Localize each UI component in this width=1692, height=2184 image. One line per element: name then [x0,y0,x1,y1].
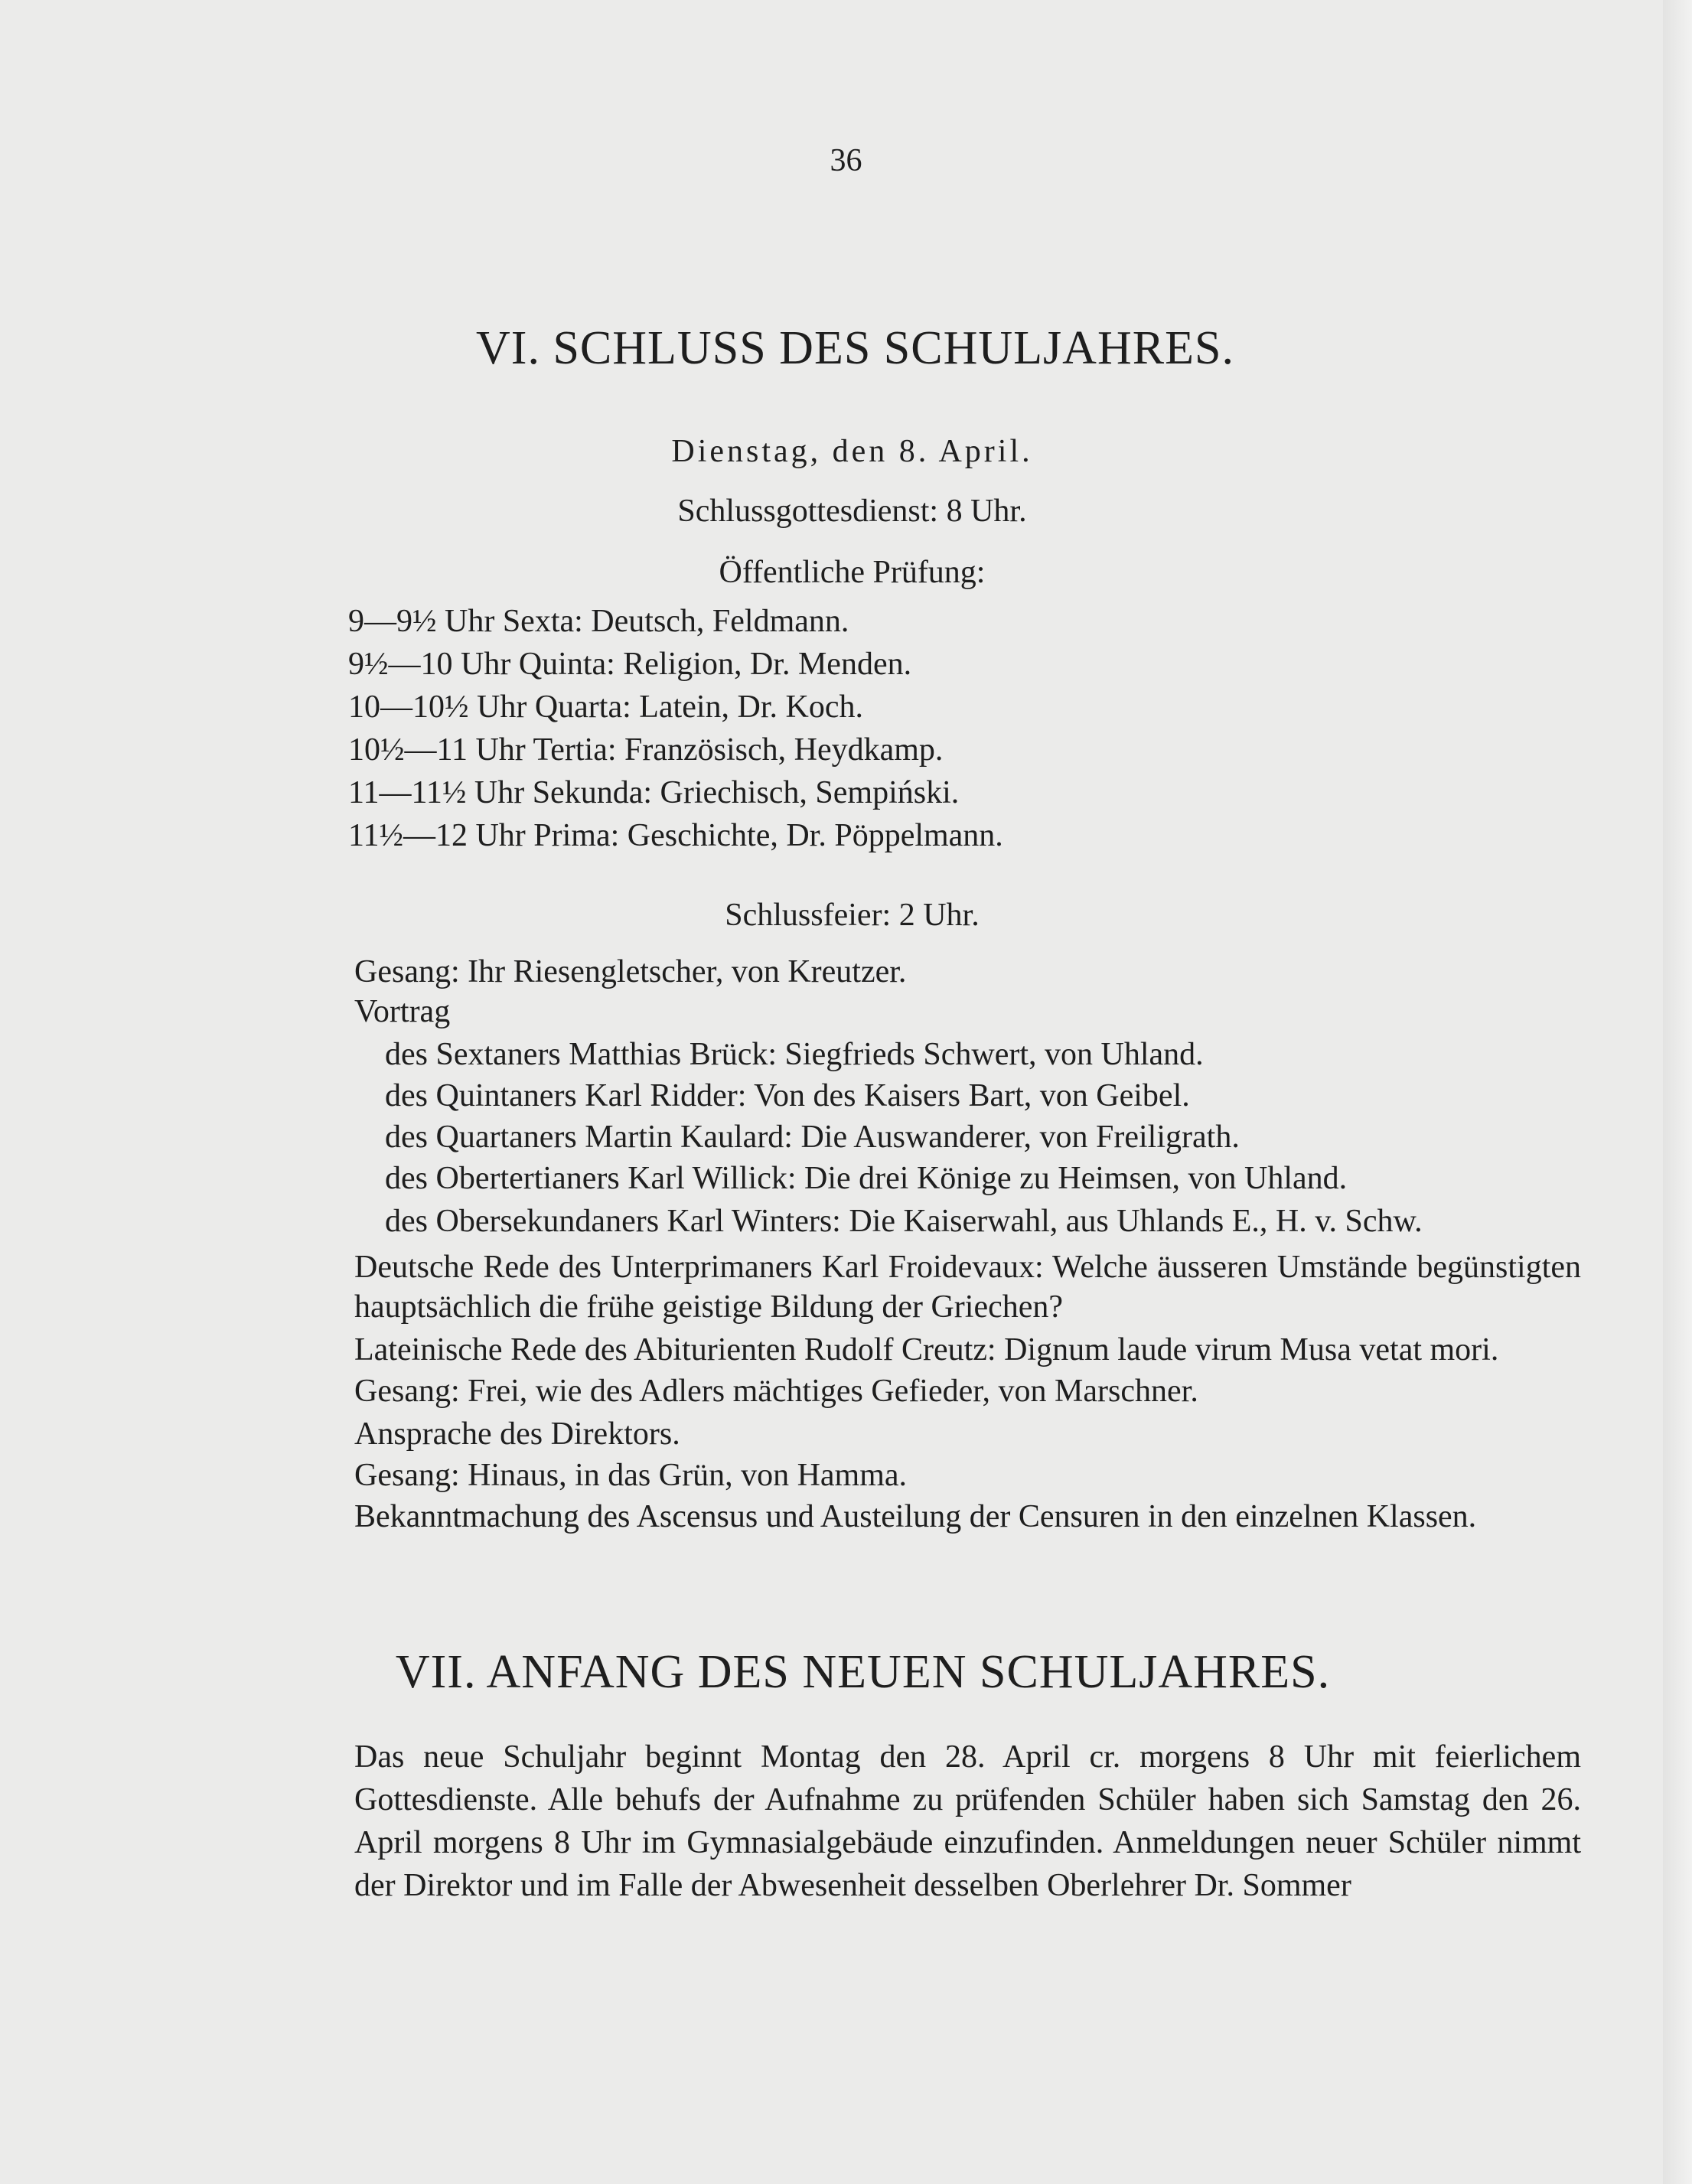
recitation-item: des Quintaners Karl Ridder: Von des Kaisers Bart, von Geibel. [385,1078,1190,1113]
section-vi-heading: VI. SCHLUSS DES SCHULJAHRES. [476,322,1234,374]
recitation-item: des Sextaners Matthias Brück: Siegfrieds Schwert, von Uhland. [385,1037,1204,1072]
program-gesang-1: Gesang: Ihr Riesengletscher, von Kreutzer. [354,954,907,989]
schedule-item: 11½—12 Uhr Prima: Geschichte, Dr. Pöppelmann. [348,818,1003,853]
recitation-item: des Obersekundaners Karl Winters: Die Kaiserwahl, aus Uhlands E., H. v. Schw. [385,1204,1423,1239]
recitation-item: des Quartaners Martin Kaulard: Die Auswanderer, von Freiligrath. [385,1120,1240,1155]
schedule-item: 9—9½ Uhr Sexta: Deutsch, Feldmann. [348,604,849,639]
program-gesang-3: Gesang: Hinaus, in das Grün, von Hamma. [354,1458,908,1493]
schedule-item: 9½—10 Uhr Quinta: Religion, Dr. Menden. [348,647,912,682]
schedule-item: 10½—11 Uhr Tertia: Französisch, Heydkamp. [348,732,944,768]
latin-speech: Lateinische Rede des Abiturienten Rudolf Creutz: Dignum laude virum Musa vetat mori. [354,1332,1499,1367]
schedule-item: 10—10½ Uhr Quarta: Latein, Dr. Koch. [348,689,864,725]
announcement-line: Bekanntmachung des Ascensus und Austeilung der Censuren in den einzelnen Klassen. [354,1499,1477,1534]
exam-heading: Öffentliche Prüfung: [719,555,986,590]
service-line: Schlussgottesdienst: 8 Uhr. [677,494,1027,529]
recitation-item: des Obertertianers Karl Willick: Die drei Könige zu Heimsen, von Uhland. [385,1161,1348,1196]
director-address: Ansprache des Direktors. [354,1416,680,1452]
german-speech [354,1247,1581,1327]
date-line: Dienstag, den 8. April. [671,434,1033,469]
section-vii-heading: VII. ANFANG DES NEUEN SCHULJAHRES. [395,1646,1331,1698]
program-vortrag: Vortrag [354,994,451,1029]
ceremony-heading: Schlussfeier: 2 Uhr. [725,898,980,933]
section-vii-paragraph: Das neue Schuljahr beginnt Montag den 28. April cr. morgens 8 Uhr mit feierlichem Gottesdienste. Alle behufs der Aufnahme zu prüfenden Schüler haben sich Samstag den 26. April morgens 8 Uhr im Gymnasialgebäude einzufinden. Anmeldungen neuer Schüler nimmt der Direktor und im Falle der Abwesenheit desselben Oberlehrer Dr. Sommer [354,1739,1581,1903]
program-gesang-2: Gesang: Frei, wie des Adlers mächtiges Gefieder, von Marschner. [354,1374,1198,1409]
page-number: 36 [830,143,862,178]
german-speech-text: Deutsche Rede des Unterprimaners Karl Froidevaux: Welche äusseren Umstände begünstigten hauptsächlich die frühe geistige Bildung der Griechen? [354,1250,1581,1325]
schedule-item: 11—11½ Uhr Sekunda: Griechisch, Sempiński. [348,775,960,810]
